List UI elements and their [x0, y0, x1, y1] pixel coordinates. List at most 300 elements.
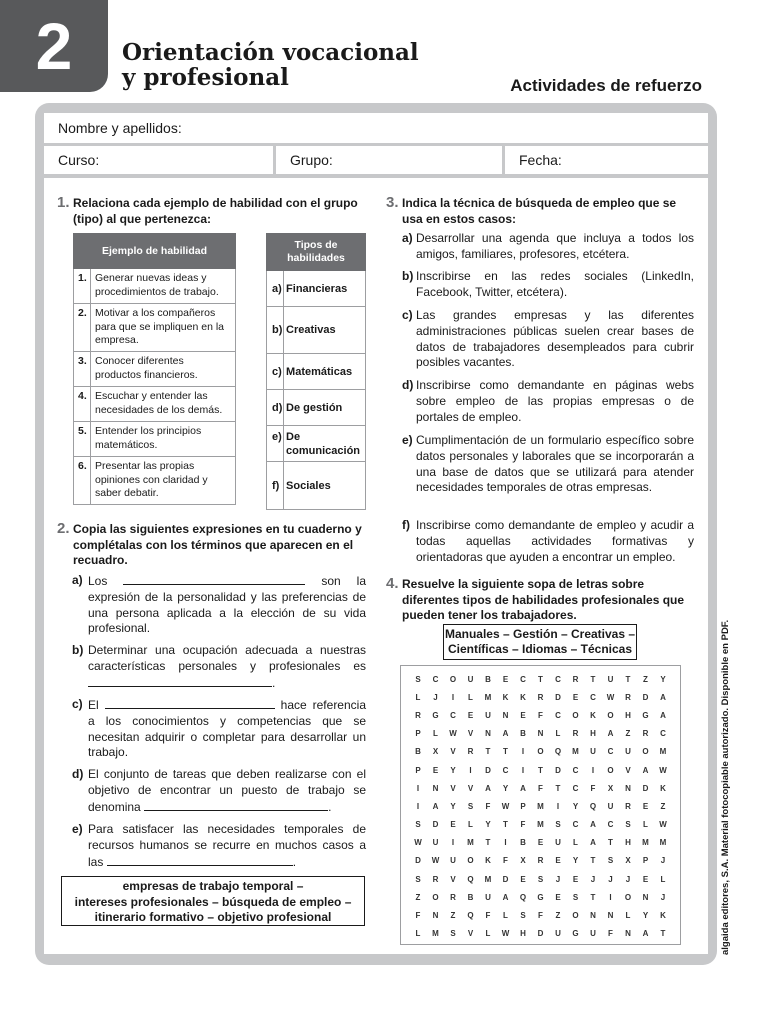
grid-letter[interactable]: H: [625, 838, 631, 848]
grid-letter[interactable]: C: [432, 674, 439, 684]
grid-letter[interactable]: C: [502, 765, 509, 775]
q3-item-d: [402, 378, 694, 425]
grid-row: [405, 743, 676, 761]
grid-letter[interactable]: E: [450, 820, 456, 830]
grid-letter[interactable]: Z: [450, 911, 456, 921]
grid-letter[interactable]: D: [432, 820, 439, 830]
grid-letter[interactable]: B: [415, 747, 421, 757]
grid-letter[interactable]: V: [467, 929, 474, 939]
grid-letter[interactable]: X: [625, 856, 631, 866]
grid-letter[interactable]: E: [432, 765, 439, 775]
unit-number: 2: [35, 9, 73, 83]
table-row: [267, 354, 366, 390]
grid-letter[interactable]: Q: [554, 747, 562, 757]
grid-letter[interactable]: A: [607, 729, 614, 739]
word-search-grid[interactable]: [400, 665, 681, 945]
grid-row: [405, 888, 676, 906]
grid-letter[interactable]: A: [485, 783, 491, 793]
grid-letter[interactable]: M: [467, 838, 474, 848]
q3-item-b: [402, 269, 694, 301]
grid-letter[interactable]: E: [555, 892, 561, 902]
grid-letter[interactable]: M: [537, 801, 544, 811]
grid-letter[interactable]: O: [624, 892, 632, 902]
grid-letter[interactable]: U: [590, 747, 596, 757]
grid-letter[interactable]: I: [556, 801, 560, 811]
grid-letter[interactable]: A: [642, 765, 649, 775]
item-letter: c): [402, 308, 413, 322]
grid-letter[interactable]: H: [520, 929, 526, 939]
grid-letter[interactable]: V: [450, 874, 456, 884]
grid-letter[interactable]: I: [451, 838, 455, 848]
types-header: Tipos de habilidades: [267, 234, 366, 271]
grid-letter[interactable]: J: [608, 874, 613, 884]
grid-letter[interactable]: L: [433, 729, 438, 739]
grid-letter[interactable]: G: [642, 710, 649, 720]
item-text: Inscribirse como demandante de empleo y acudir a todas aquellas actividades formativas y orientadoras que ayuden a encontrar un empleo.: [416, 518, 694, 564]
grid-letter[interactable]: M: [537, 820, 544, 830]
item-letter: e): [72, 822, 83, 836]
grid-letter[interactable]: R: [415, 710, 421, 720]
answer-blank[interactable]: [107, 854, 293, 866]
q4-words-box: [443, 624, 637, 660]
grid-letter[interactable]: L: [573, 838, 578, 848]
item-letter: c): [72, 697, 83, 711]
type-letter: d): [267, 390, 284, 426]
grid-letter[interactable]: M: [572, 747, 579, 757]
grid-row: [405, 779, 676, 797]
type-letter: a): [267, 271, 284, 307]
grid-letter[interactable]: T: [485, 747, 491, 757]
grid-letter[interactable]: N: [432, 783, 439, 793]
grid-letter[interactable]: G: [572, 929, 579, 939]
grid-letter[interactable]: E: [467, 710, 474, 720]
grid-row: [405, 852, 676, 870]
grid-letter[interactable]: F: [485, 801, 491, 811]
grid-letter[interactable]: L: [485, 929, 491, 939]
grid-letter[interactable]: I: [591, 765, 595, 775]
grid-letter[interactable]: E: [502, 674, 509, 684]
grid-letter[interactable]: X: [520, 856, 526, 866]
grid-letter[interactable]: R: [467, 747, 474, 757]
item-letter: f): [402, 518, 410, 532]
grid-letter[interactable]: E: [642, 801, 649, 811]
item-text: hace referencia a los conocimientos y competencias que se necesitan adquirir o completar para desarrollar un trabajo.: [88, 698, 366, 760]
q2-item-d: [72, 767, 366, 815]
item-text: Inscribirse como demandante en páginas webs sobre empleo de las propias empresas o de portales de empleo.: [416, 378, 694, 424]
course-label: Curso:: [58, 152, 100, 168]
grid-letter[interactable]: E: [537, 838, 544, 848]
grid-letter[interactable]: A: [502, 892, 509, 902]
grid-letter[interactable]: S: [415, 874, 421, 884]
grid-letter[interactable]: O: [572, 911, 579, 921]
page-subtitle: Actividades de refuerzo: [510, 76, 702, 95]
type-letter: f): [267, 462, 284, 510]
grid-letter[interactable]: O: [432, 892, 439, 902]
grid-letter[interactable]: R: [572, 729, 579, 739]
grid-letter[interactable]: M: [659, 838, 667, 848]
grid-letter[interactable]: N: [625, 783, 631, 793]
grid-letter[interactable]: D: [537, 929, 544, 939]
type-text: Financieras: [284, 271, 366, 307]
grid-letter[interactable]: C: [607, 747, 614, 757]
grid-letter[interactable]: L: [415, 692, 421, 702]
grid-letter[interactable]: F: [538, 710, 543, 720]
type-letter: c): [267, 354, 284, 390]
grid-letter[interactable]: I: [416, 801, 420, 811]
grid-letter[interactable]: C: [572, 820, 579, 830]
grid-letter[interactable]: G: [537, 892, 544, 902]
grid-letter[interactable]: N: [607, 911, 614, 921]
q2-number: 2.: [57, 520, 70, 537]
q1-text: Relaciona cada ejemplo de habilidad con el grupo (tipo) al que pertenezca:: [73, 196, 358, 226]
grid-letter[interactable]: Y: [485, 820, 491, 830]
grid-letter[interactable]: L: [660, 874, 666, 884]
grid-letter[interactable]: W: [659, 820, 667, 830]
grid-letter[interactable]: W: [431, 856, 440, 866]
grid-letter[interactable]: T: [503, 820, 508, 830]
grid-letter[interactable]: G: [432, 710, 439, 720]
grid-letter[interactable]: V: [467, 783, 474, 793]
grid-letter[interactable]: L: [555, 729, 561, 739]
grid-letter[interactable]: Y: [450, 765, 456, 775]
grid-letter[interactable]: W: [449, 729, 457, 739]
name-field[interactable]: [44, 113, 708, 143]
page-title: [122, 40, 419, 90]
grid-letter[interactable]: X: [432, 747, 439, 757]
grid-letter[interactable]: Y: [642, 911, 649, 921]
grid-letter[interactable]: T: [538, 674, 543, 684]
grid-letter[interactable]: U: [607, 674, 614, 684]
grid-letter[interactable]: F: [538, 911, 543, 921]
grid-letter[interactable]: J: [660, 856, 666, 866]
grid-letter[interactable]: C: [607, 820, 614, 830]
grid-letter[interactable]: B: [520, 729, 526, 739]
grid-letter[interactable]: N: [642, 892, 649, 902]
grid-letter[interactable]: T: [485, 838, 491, 848]
grid-letter[interactable]: A: [432, 801, 439, 811]
grid-letter[interactable]: E: [572, 874, 579, 884]
grid-letter[interactable]: R: [625, 692, 631, 702]
item-text: Los: [88, 574, 108, 588]
grid-letter[interactable]: R: [537, 856, 544, 866]
grid-letter[interactable]: A: [660, 692, 666, 702]
grid-letter[interactable]: M: [484, 874, 492, 884]
item-text: Las grandes empresas y las diferentes administraciones públicas suelen crear bases de datos de trabajadores desempleados para cubrir posibles vacantes.: [416, 308, 694, 370]
name-label: Nombre y apellidos:: [58, 120, 182, 136]
grid-letter[interactable]: Q: [467, 911, 474, 921]
copyright-note: algaida editores, S.A. Material fotocopiable autorizado. Disponible en PDF.: [720, 619, 731, 955]
grid-letter[interactable]: H: [590, 729, 596, 739]
grid-letter[interactable]: U: [625, 747, 631, 757]
grid-letter[interactable]: A: [590, 838, 596, 848]
grid-letter[interactable]: R: [432, 874, 439, 884]
grid-letter[interactable]: F: [520, 820, 526, 830]
grid-letter[interactable]: Y: [572, 856, 579, 866]
grid-letter[interactable]: P: [642, 856, 649, 866]
grid-letter[interactable]: S: [555, 820, 561, 830]
date-field[interactable]: [505, 146, 708, 174]
grid-letter[interactable]: I: [609, 892, 612, 902]
grid-letter[interactable]: D: [485, 765, 491, 775]
grid-letter[interactable]: K: [502, 692, 509, 702]
grid-letter[interactable]: O: [607, 765, 614, 775]
grid-letter[interactable]: A: [642, 929, 649, 939]
grid-letter[interactable]: E: [572, 692, 579, 702]
words-line: Científicas – Idiomas – Técnicas: [447, 642, 633, 656]
grid-letter[interactable]: S: [415, 674, 421, 684]
grid-letter[interactable]: B: [467, 892, 474, 902]
item-letter: b): [72, 643, 84, 657]
q2-item-c: [72, 697, 366, 761]
grid-letter[interactable]: E: [520, 874, 526, 884]
page-title-line2: y profesional: [122, 64, 289, 91]
grid-letter[interactable]: V: [450, 747, 456, 757]
grid-letter[interactable]: U: [432, 838, 439, 848]
page-title-line1: Orientación vocacional: [122, 39, 419, 66]
grid-letter[interactable]: L: [415, 929, 421, 939]
grid-letter[interactable]: O: [607, 710, 614, 720]
grid-letter[interactable]: A: [502, 729, 509, 739]
grid-letter[interactable]: K: [590, 710, 596, 720]
grid-letter[interactable]: U: [555, 838, 561, 848]
grid-letter[interactable]: I: [469, 765, 472, 775]
grid-letter[interactable]: U: [590, 929, 596, 939]
grid-letter[interactable]: T: [590, 856, 596, 866]
q3-item-c: [402, 308, 694, 371]
grid-letter[interactable]: J: [433, 692, 438, 702]
grid-letter[interactable]: H: [625, 710, 631, 720]
grid-letter[interactable]: T: [590, 674, 596, 684]
grid-letter[interactable]: Y: [450, 801, 456, 811]
answer-blank[interactable]: [144, 799, 328, 811]
date-label: Fecha:: [519, 152, 562, 168]
terms-line: empresas de trabajo temporal –: [122, 879, 304, 893]
grid-letter[interactable]: S: [467, 801, 474, 811]
grid-letter[interactable]: D: [555, 765, 561, 775]
grid-letter[interactable]: U: [450, 856, 456, 866]
grid-letter[interactable]: Z: [660, 801, 666, 811]
grid-letter[interactable]: R: [642, 729, 649, 739]
grid-letter[interactable]: C: [555, 710, 561, 720]
item-text: .: [328, 799, 332, 814]
grid-letter[interactable]: U: [485, 892, 491, 902]
grid-letter[interactable]: L: [468, 820, 473, 830]
grid-letter[interactable]: L: [625, 911, 631, 921]
grid-letter[interactable]: S: [572, 892, 579, 902]
grid-letter[interactable]: D: [415, 856, 421, 866]
item-text: El conjunto de tareas que deben realizarse con el objetivo de encontrar un puesto de trabajo se denomina: [88, 767, 366, 814]
grid-letter[interactable]: N: [485, 729, 491, 739]
grid-letter[interactable]: F: [485, 911, 491, 921]
table-row: [74, 352, 236, 387]
grid-letter[interactable]: A: [520, 783, 526, 793]
grid-letter[interactable]: F: [608, 929, 613, 939]
grid-letter[interactable]: K: [660, 783, 666, 793]
answer-blank[interactable]: [88, 675, 272, 687]
grid-letter[interactable]: U: [555, 929, 561, 939]
grid-letter[interactable]: V: [467, 729, 474, 739]
grid-letter[interactable]: Q: [519, 892, 527, 902]
grid-letter[interactable]: B: [520, 838, 526, 848]
grid-letter[interactable]: N: [625, 929, 631, 939]
grid-letter[interactable]: R: [625, 801, 631, 811]
grid-letter[interactable]: C: [555, 674, 561, 684]
skills-examples-table: [73, 233, 236, 505]
grid-letter[interactable]: N: [590, 911, 596, 921]
grid-letter[interactable]: Y: [502, 783, 509, 793]
grid-letter[interactable]: U: [467, 674, 474, 684]
grid-letter[interactable]: F: [538, 783, 543, 793]
grid-letter[interactable]: F: [503, 856, 508, 866]
grid-letter[interactable]: O: [537, 747, 544, 757]
grid-letter[interactable]: T: [503, 747, 508, 757]
table-row: [74, 387, 236, 422]
item-letter: a): [72, 573, 83, 587]
grid-letter[interactable]: C: [590, 692, 596, 702]
answer-blank[interactable]: [105, 697, 275, 709]
q3-item-f: [402, 518, 694, 565]
grid-row: [405, 688, 676, 706]
grid-letter[interactable]: R: [537, 692, 544, 702]
terms-line: intereses profesionales – búsqueda de empleo –: [74, 894, 352, 909]
grid-letter[interactable]: A: [590, 820, 596, 830]
grid-letter[interactable]: S: [415, 820, 421, 830]
grid-letter[interactable]: T: [608, 838, 613, 848]
grid-letter[interactable]: J: [625, 874, 631, 884]
grid-letter[interactable]: K: [520, 692, 526, 702]
grid-letter[interactable]: M: [484, 692, 492, 702]
grid-letter[interactable]: D: [555, 692, 561, 702]
q1-number: 1.: [57, 194, 70, 211]
grid-letter[interactable]: J: [660, 892, 666, 902]
grid-letter[interactable]: B: [485, 674, 491, 684]
grid-letter[interactable]: D: [502, 874, 509, 884]
grid-letter[interactable]: D: [642, 692, 649, 702]
grid-letter[interactable]: Z: [643, 674, 648, 684]
q2-item-a: [72, 573, 366, 637]
grid-letter[interactable]: U: [485, 710, 491, 720]
grid-letter[interactable]: O: [642, 747, 649, 757]
grid-letter[interactable]: C: [572, 765, 579, 775]
grid-letter[interactable]: E: [642, 874, 649, 884]
grid-letter[interactable]: T: [590, 892, 596, 902]
grid-letter[interactable]: T: [555, 783, 561, 793]
grid-letter[interactable]: X: [607, 783, 614, 793]
grid-letter[interactable]: W: [414, 838, 422, 848]
grid-letter[interactable]: Z: [415, 892, 421, 902]
grid-row: [405, 925, 676, 943]
grid-row: [405, 870, 676, 888]
grid-letter[interactable]: S: [537, 874, 544, 884]
grid-letter[interactable]: U: [607, 801, 614, 811]
grid-letter[interactable]: Z: [625, 729, 631, 739]
grid-row: [405, 725, 676, 743]
grid-letter[interactable]: C: [520, 674, 526, 684]
example-number: 1.: [74, 269, 91, 304]
grid-letter[interactable]: I: [521, 765, 525, 775]
grid-letter[interactable]: A: [660, 710, 666, 720]
grid-letter[interactable]: M: [432, 929, 439, 939]
grid-letter[interactable]: J: [555, 874, 561, 884]
grid-letter[interactable]: P: [520, 801, 526, 811]
grid-letter[interactable]: M: [659, 747, 667, 757]
grid-letter[interactable]: L: [643, 820, 648, 830]
grid-letter[interactable]: C: [660, 729, 666, 739]
grid-letter[interactable]: P: [415, 765, 421, 775]
grid-letter[interactable]: K: [485, 856, 491, 866]
grid-letter[interactable]: Y: [660, 674, 666, 684]
grid-letter[interactable]: V: [450, 783, 456, 793]
q2-item-e: [72, 822, 366, 870]
grid-letter[interactable]: W: [659, 765, 667, 775]
grid-letter[interactable]: O: [449, 674, 457, 684]
group-field[interactable]: [276, 146, 502, 174]
grid-letter[interactable]: Q: [467, 874, 474, 884]
grid-letter[interactable]: P: [415, 729, 421, 739]
grid-letter[interactable]: E: [555, 856, 561, 866]
grid-letter[interactable]: O: [467, 856, 474, 866]
grid-letter[interactable]: W: [501, 929, 510, 939]
grid-letter[interactable]: F: [590, 783, 596, 793]
q2-text: Copia las siguientes expresiones en tu cuaderno y complétalas con los términos que aparecen en el recuadro.: [73, 522, 362, 567]
q4-text: Resuelve la siguiente sopa de letras sobre diferentes tipos de habilidades profesionales que pueden tener los trabajadores.: [402, 577, 685, 622]
grid-letter[interactable]: L: [468, 692, 473, 702]
answer-blank[interactable]: [123, 573, 305, 585]
item-text: Determinar una ocupación adecuada a nuestras características personales y profesionales es: [88, 643, 366, 673]
table-row: [74, 457, 236, 505]
grid-letter[interactable]: I: [521, 747, 525, 757]
grid-letter[interactable]: S: [625, 820, 631, 830]
grid-letter[interactable]: T: [660, 929, 666, 939]
table-row: [267, 390, 366, 426]
item-text: Cumplimentación de un formulario específico sobre datos personales y laborales que se incorporarán a una base de datos que se utilizará para atender necesidades temporales de otras empresas.: [416, 433, 694, 495]
item-text: .: [272, 675, 276, 690]
grid-letter[interactable]: N: [432, 911, 439, 921]
grid-letter[interactable]: W: [606, 692, 615, 702]
grid-letter[interactable]: J: [590, 874, 596, 884]
grid-letter[interactable]: M: [642, 838, 649, 848]
grid-letter[interactable]: T: [538, 765, 543, 775]
grid-letter[interactable]: R: [572, 674, 579, 684]
grid-letter[interactable]: N: [537, 729, 544, 739]
grid-letter[interactable]: Y: [572, 801, 579, 811]
grid-letter[interactable]: C: [572, 783, 579, 793]
grid-letter[interactable]: E: [520, 710, 526, 720]
grid-letter[interactable]: I: [416, 783, 420, 793]
grid-letter[interactable]: S: [607, 856, 614, 866]
grid-letter[interactable]: L: [503, 911, 508, 921]
grid-letter[interactable]: F: [415, 911, 421, 921]
grid-letter[interactable]: R: [450, 892, 456, 902]
grid-letter[interactable]: K: [660, 911, 666, 921]
grid-letter[interactable]: S: [450, 929, 456, 939]
grid-letter[interactable]: I: [504, 838, 507, 848]
grid-letter[interactable]: T: [625, 674, 631, 684]
grid-letter[interactable]: O: [572, 710, 579, 720]
grid-letter[interactable]: S: [520, 911, 526, 921]
grid-letter[interactable]: Q: [589, 801, 597, 811]
type-text: Matemáticas: [284, 354, 366, 390]
grid-letter[interactable]: W: [501, 801, 510, 811]
grid-letter[interactable]: D: [642, 783, 649, 793]
grid-letter[interactable]: V: [625, 765, 631, 775]
grid-letter[interactable]: N: [502, 710, 509, 720]
grid-letter[interactable]: I: [451, 692, 455, 702]
grid-letter[interactable]: C: [450, 710, 456, 720]
grid-row: [405, 797, 676, 815]
grid-letter[interactable]: Z: [555, 911, 561, 921]
course-field[interactable]: [44, 146, 273, 174]
